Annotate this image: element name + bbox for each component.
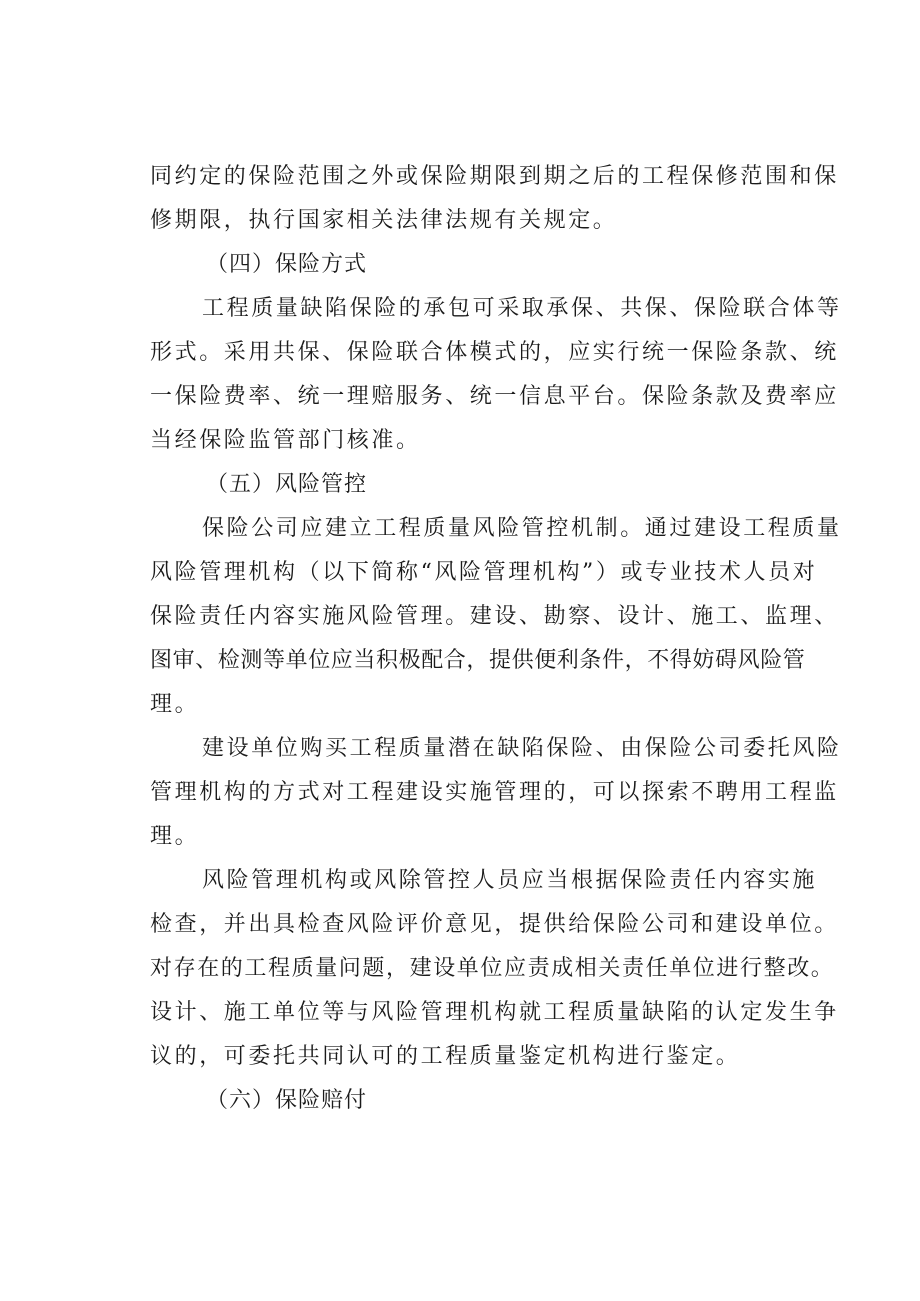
body-line: 形式。采用共保、保险联合体模式的，应实行统一保险条款、统 xyxy=(150,340,839,365)
body-line: 风险管理机构或风除管控人员应当根据保险责任内容实施 xyxy=(202,868,818,893)
body-line: 一保险费率、统一理赔服务、统一信息平台。保险条款及费率应 xyxy=(150,384,839,409)
body-line: 理。 xyxy=(150,692,200,717)
body-line: 对存在的工程质量问题，建设单位应责成相关责任单位进行整改。 xyxy=(150,956,835,981)
body-line: 设计、施工单位等与风险管理机构就工程质量缺陷的认定发生争 xyxy=(150,1000,839,1025)
body-line: 风险管理机构（以下简称“风险管理机构”）或专业技术人员对 xyxy=(150,560,818,585)
body-line: 同约定的保险范围之外或保险期限到期之后的工程保修范围和保 xyxy=(150,164,839,189)
body-line: 修期限，执行国家相关法律法规有关规定。 xyxy=(150,208,618,233)
body-line: 图审、检测等单位应当积极配合，提供便利条件，不得妨碍风险管 xyxy=(150,648,806,673)
section-heading-risk-control: （五）风险管控 xyxy=(206,472,368,497)
body-line: 保险责任内容实施风险管理。建设、勘察、设计、施工、监理、 xyxy=(150,604,839,629)
body-line: 检查，并出具检查风险评价意见，提供给保险公司和建设单位。 xyxy=(150,912,839,937)
section-heading-insurance-method: （四）保险方式 xyxy=(206,252,368,277)
body-line: 保险公司应建立工程质量风险管控机制。通过建设工程质量 xyxy=(202,516,842,541)
body-line: 议的，可委托共同认可的工程质量鉴定机构进行鉴定。 xyxy=(150,1044,741,1069)
body-line: 理。 xyxy=(150,824,200,849)
body-line: 建设单位购买工程质量潜在缺陷保险、由保险公司委托风险 xyxy=(202,736,842,761)
section-heading-insurance-compensation: （六）保险赔付 xyxy=(206,1088,368,1113)
body-line: 工程质量缺陷保险的承包可采取承保、共保、保险联合体等 xyxy=(202,296,842,321)
body-line: 当经保险监管部门核准。 xyxy=(150,428,421,453)
body-line: 管理机构的方式对工程建设实施管理的，可以探索不聘用工程监 xyxy=(150,780,839,805)
